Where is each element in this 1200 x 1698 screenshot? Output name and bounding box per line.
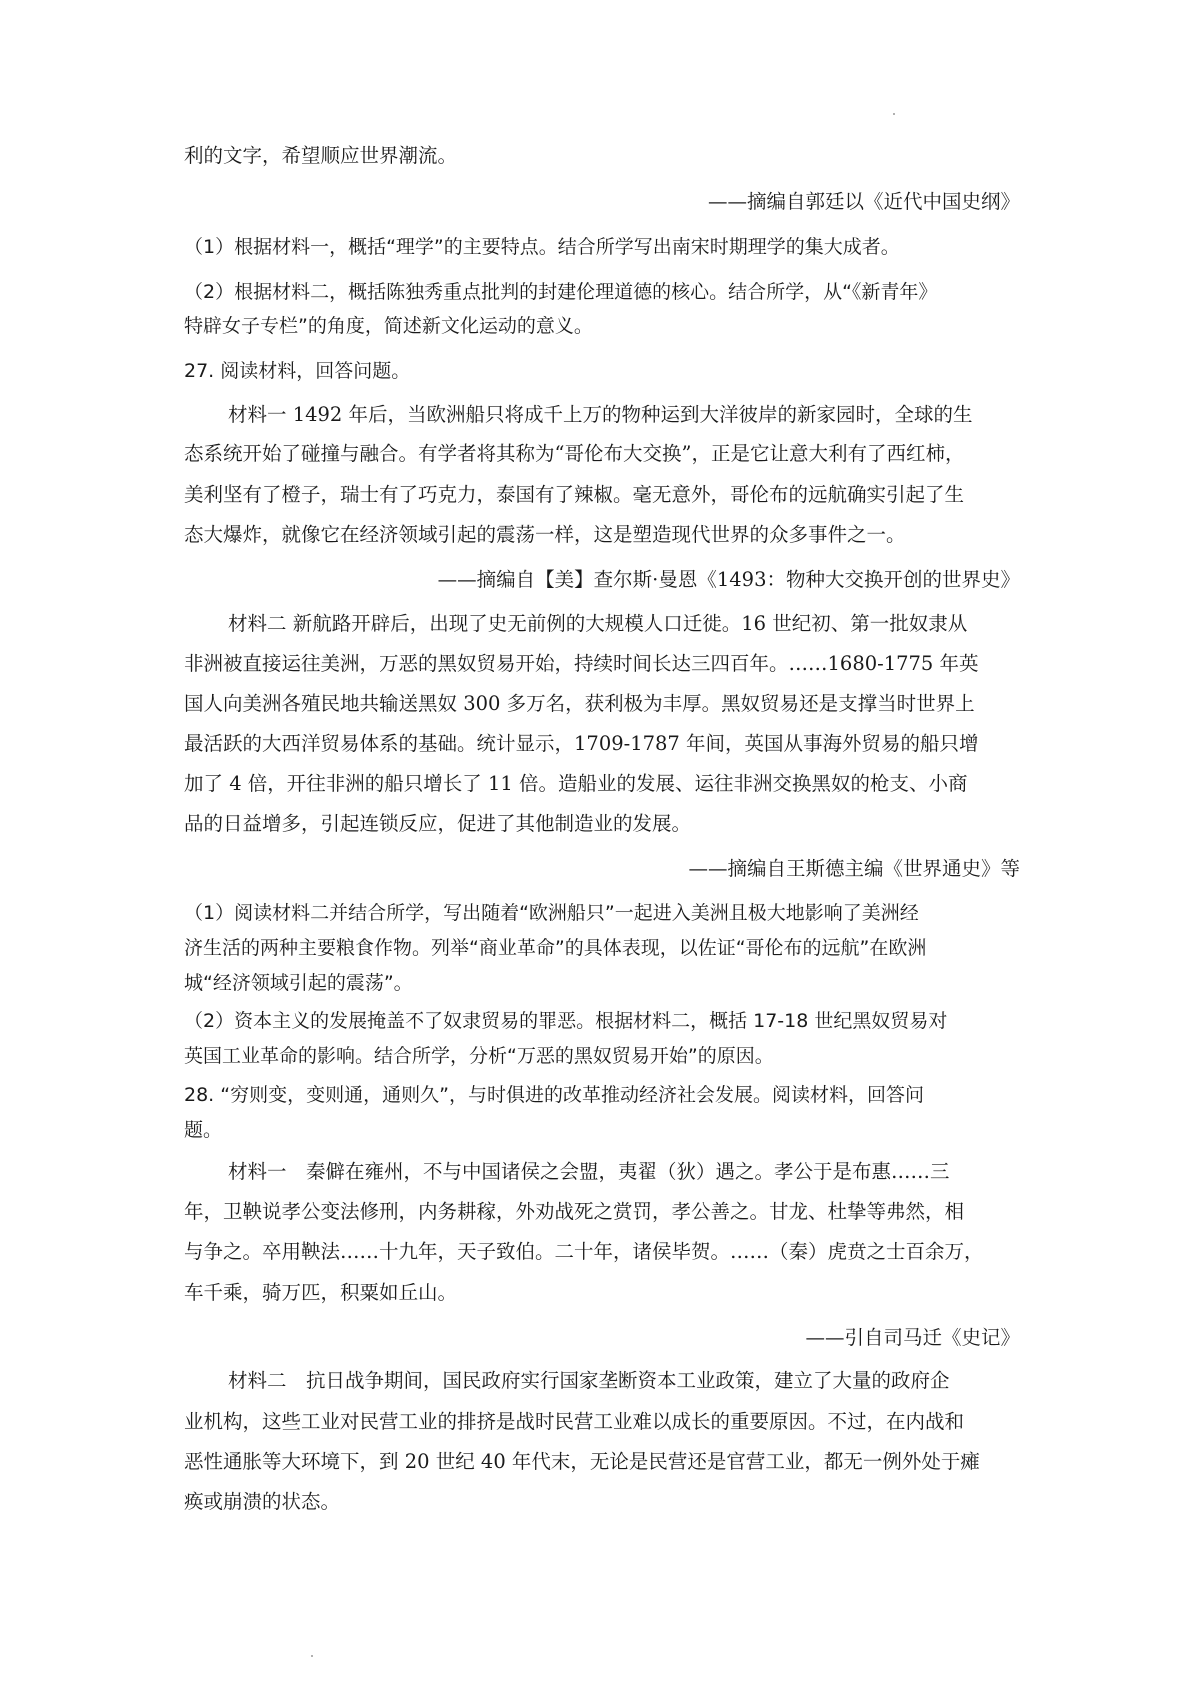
- q28-heading-line: 28. “穷则变，变则通，通则久”，与时俱进的改革推动经济社会发展。阅读材料，回答问: [184, 1084, 924, 1106]
- q28-material2-line: 业机构，这些工业对民营工业的排挤是战时民营工业难以成长的重要原因。不过，在内战和: [184, 1410, 965, 1433]
- q27-material1-line: 态大爆炸，就像它在经济领域引起的震荡一样，这是塑造现代世界的众多事件之一。: [184, 523, 906, 546]
- scan-speck: [893, 113, 895, 115]
- q28-material1-source: ——引自司马迁《史记》: [805, 1326, 1020, 1349]
- q26-subquestion-1: （1）根据材料一，概括“理学”的主要特点。结合所学写出南宋时期理学的集大成者。: [184, 236, 900, 258]
- q27-subquestion-1-line: （1）阅读材料二并结合所学，写出随着“欧洲船只”一起进入美洲且极大地影响了美洲经: [184, 902, 919, 924]
- q27-subquestion-1-line: 城“经济领域引起的震荡”。: [184, 972, 413, 994]
- q28-material1-line: 年，卫鞅说孝公变法修刑，内务耕稼，外劝战死之赏罚，孝公善之。甘龙、杜挚等弗然，相: [184, 1200, 965, 1223]
- q27-subquestion-2-line: 英国工业革命的影响。结合所学，分析“万恶的黑奴贸易开始”的原因。: [184, 1045, 774, 1067]
- q26-subquestion-2-line1: （2）根据材料二，概括陈独秀重点批判的封建伦理道德的核心。结合所学，从“《新青年》: [184, 281, 938, 303]
- q28-material1-line: 材料一 秦僻在雍州，不与中国诸侯之会盟，夷翟（狄）遇之。孝公于是布惠……三: [228, 1160, 950, 1183]
- q28-material2-line: 材料二 抗日战争期间，国民政府实行国家垄断资本工业政策，建立了大量的政府企: [228, 1369, 950, 1392]
- material-continuation-line: 利的文字，希望顺应世界潮流。: [184, 144, 458, 167]
- q27-material1-line: 态系统开始了碰撞与融合。有学者将其称为“哥伦布大交换”，正是它让意大利有了西红柿，: [184, 442, 965, 465]
- q27-material2-line: 非洲被直接运往美洲，万恶的黑奴贸易开始，持续时间长达三四百年。……1680-1775 年英: [184, 652, 979, 675]
- q27-material2-line: 品的日益增多，引起连锁反应，促进了其他制造业的发展。: [184, 812, 692, 835]
- material-source-citation: ——摘编自郭廷以《近代中国史纲》: [707, 190, 1020, 213]
- q28-material2-line: 痪或崩溃的状态。: [184, 1490, 341, 1513]
- q27-material2-line: 最活跃的大西洋贸易体系的基础。统计显示，1709-1787 年间，英国从事海外贸易的船只增: [184, 732, 979, 755]
- q27-material2-line: 国人向美洲各殖民地共输送黑奴 300 多万名，获利极为丰厚。黑奴贸易还是支撑当时世界上: [184, 692, 975, 715]
- q28-heading-line: 题。: [184, 1119, 223, 1141]
- q27-material2-source: ——摘编自王斯德主编《世界通史》等: [688, 857, 1020, 880]
- q27-material1-line: 美利坚有了橙子，瑞士有了巧克力，泰国有了辣椒。毫无意外，哥伦布的远航确实引起了生: [184, 483, 965, 506]
- q27-material1-line: 材料一 1492 年后，当欧洲船只将成千上万的物种运到大洋彼岸的新家园时，全球的生: [228, 403, 973, 426]
- q27-heading: 27. 阅读材料，回答问题。: [184, 360, 411, 382]
- scan-speck: [311, 1655, 313, 1657]
- q28-material2-line: 恶性通胀等大环境下，到 20 世纪 40 年代末，无论是民营还是官营工业，都无一例外处于瘫: [184, 1450, 980, 1473]
- q27-subquestion-2-line: （2）资本主义的发展掩盖不了奴隶贸易的罪恶。根据材料二，概括 17-18 世纪黑奴贸易对: [184, 1010, 948, 1032]
- q26-subquestion-2-line2: 特辟女子专栏”的角度，简述新文化运动的意义。: [184, 315, 593, 337]
- q27-material2-line: 材料二 新航路开辟后，出现了史无前例的大规模人口迁徙。16 世纪初、第一批奴隶从: [228, 612, 968, 635]
- q27-material1-source: ——摘编自【美】查尔斯·曼恩《1493：物种大交换开创的世界史》: [437, 568, 1020, 591]
- q28-material1-line: 与争之。卒用鞅法……十九年，天子致伯。二十年，诸侯毕贺。……（秦）虎贲之士百余万，: [184, 1240, 984, 1263]
- q27-subquestion-1-line: 济生活的两种主要粮食作物。列举“商业革命”的具体表现，以佐证“哥伦布的远航”在欧洲: [184, 937, 927, 959]
- q27-material2-line: 加了 4 倍，开往非洲的船只增长了 11 倍。造船业的发展、运往非洲交换黑奴的枪支、小商: [184, 772, 968, 795]
- q28-material1-line: 车千乘，骑万匹，积粟如丘山。: [184, 1281, 458, 1304]
